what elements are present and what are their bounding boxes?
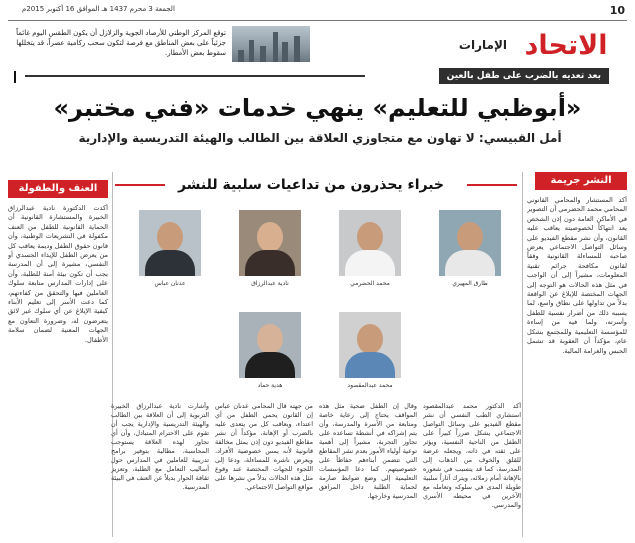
section-label: الإمارات <box>458 38 507 52</box>
photo-caption: عدنان عباس <box>154 280 186 287</box>
column-divider <box>522 172 523 537</box>
photo-caption: طارق المهيري <box>452 280 488 287</box>
story-body <box>111 402 521 537</box>
story-column: وقال إن الطفل ضحية مثل هذه المواقف يحتاج إلى رعاية خاصة ومتابعة من الأسرة والمدرسة، وأن يتم إشراكه في أنشطة تساعده على تجاوز التجربة، مشيراً إلى أهمية توعية أولياء الأمور بعدم نشر المقاطع التي تتضمن أبناءهم حفاظاً على خصوصيتهم. كما دعا المؤسسات التعليمية إلى وضع ضوابط صارمة لحماية الطلبة داخل المرافق المدرسية وخارجها. <box>319 402 417 500</box>
portrait-photo <box>339 312 401 378</box>
title-rule <box>467 184 517 186</box>
title-rule <box>115 184 165 186</box>
portrait-photo <box>139 210 201 276</box>
portrait-photo <box>239 312 301 378</box>
story-title-bar <box>111 174 521 196</box>
newspaper-logo: الاتحاد <box>524 30 608 61</box>
expert-photos <box>111 200 521 400</box>
portrait-photo <box>239 210 301 276</box>
weather-teaser <box>10 26 310 64</box>
photo-caption: هدية حماد <box>257 382 283 389</box>
photo-caption: نادية عبدالرزاق <box>251 280 289 287</box>
sidebar-right-body: أكد المستشار والمحامي القانوني المحامي محمد الحضرمي أن التصوير في الأماكن العامة دون إذن الشخص يعد انتهاكاً لخصوصيته يعاقب عليه القانون، وأن نشر مقطع الفيديو على وسائل التواصل الاجتماعي يعرض صاحبه للمساءلة القانونية وفقاً لقانون مكافحة جرائم تقنية المعلومات، مشيراً إلى أن الواجب في مثل هذه الحالات هو التوجه إلى الجهات المختصة للإبلاغ عن الواقعة بدلاً من تداولها على نطاق واسع، لما يسببه ذلك من أضرار نفسية للطفل وأسرته، ولما فيه من إساءة للمؤسسة التعليمية وللمجتمع بشكل عام، مؤكداً أن العقوبة قد تشمل الحبس والغرامة المالية. <box>527 196 627 355</box>
page-number: 10 <box>609 4 625 17</box>
page-header-strip <box>8 4 627 20</box>
issue-date: الجمعة 3 محرم 1437 هـ الموافق 16 أكتوبر 2015م <box>22 5 175 13</box>
story-column: وأشارت نادية عبدالرزاق الخبيرة التربوية إلى أن العلاقة بين الطالب والهيئة التدريسية والإدارية يجب أن تقوم على الاحترام المتبادل، وأن أي تجاوز لهذه العلاقة يستوجب المحاسبة، مطالبة بتوفير برامج تدريبية للعاملين في المدارس حول أساليب التعامل مع الطلبة، وتعزيز ثقافة الحوار بديلاً عن العنف في البيئة المدرسية. <box>111 402 209 491</box>
text-cursor <box>14 71 16 83</box>
sidebar-right <box>527 172 627 537</box>
story-title: خبراء يحذرون من تداعيات سلبية للنشر <box>177 177 445 193</box>
sidebar-left-body: أكدت الدكتورة نادية عبدالرزاق الخبيرة والمستشارة القانونية أن الحماية القانونية للطفل من العنف مكفولة في التشريعات الوطنية، وأن قانون حقوق الطفل وديمة يعاقب كل من يعرض الطفل للإيذاء الجسدي أو النفسي، مشيرة إلى أن المدرسة يجب أن تكون بيئة آمنة للطلبة، وأن على إدارات المدارس متابعة سلوك العاملين فيها والتحقق من كفاءتهم، كما دعت الأسر إلى تعليم الأبناء كيفية الإبلاغ عن أي سلوك غير لائق يتعرضون له، وضرورة التعاون مع الجهات المعنية لضمان سلامة الأطفال. <box>8 204 108 344</box>
story-kicker: بعد تعديه بالضرب على طفل بالعين <box>439 68 609 84</box>
weather-text: توقع المركز الوطني للأرصاد الجوية والزلازل أن يكون الطقس اليوم غائماً جزئياً على بعض المناطق مع فرصة لتكون سحب ركامية عصراً، قد يتخللها سقوط بعض الأمطار. <box>16 29 226 57</box>
sidebar-left <box>8 180 108 535</box>
header-rule <box>8 20 627 21</box>
photo-caption: محمد الحضرمي <box>350 280 390 287</box>
kicker-rule <box>25 75 365 77</box>
sidebar-left-tag: العنف والطفولة <box>8 180 108 198</box>
sidebar-right-tag: النشر جريمة <box>535 172 627 190</box>
story-column: من جهته قال المحامي عدنان عباس إن القانون يحمي الطفل من أي اعتداء، ويعاقب كل من يتعدى عليه بالضرب أو الإهانة، مؤكداً أن نشر مقاطع الفيديو دون إذن يمثل مخالفة قانونية لأنه يمس خصوصية الأفراد، ويعرض ناشره للمساءلة، ودعا إلى اللجوء للجهات المختصة عند وقوع مثل هذه الحالات بدلاً من نشرها على مواقع التواصل الاجتماعي. <box>215 402 313 491</box>
weather-photo <box>232 26 310 62</box>
portrait-photo <box>339 210 401 276</box>
story-column: أكد الدكتور محمد عبدالمقصود استشاري الطب النفسي أن نشر مقطع الفيديو على وسائل التواصل الاجتماعي يشكل ضرراً كبيراً على الطفل من الناحية النفسية، ويؤثر على ثقته في ذاته، ويجعله عرضة للقلق والخوف من الذهاب إلى المدرسة، كما قد يتسبب في شعوره بالإهانة أمام زملائه، ويترك آثاراً سلبية طويلة المدى في سلوكه وتعامله مع الآخرين في محيطه الأسري والمدرسي. <box>423 402 521 509</box>
main-headline: «أبوظبي للتعليم» ينهي خدمات «فني مختبر» <box>53 94 582 122</box>
photo-caption: محمد عبدالمقصود <box>347 382 393 389</box>
sub-headline: أمل القبيسي: لا تهاون مع متجاوزي العلاقة بين الطالب والهيئة التدريسية والإدارية <box>78 131 562 145</box>
portrait-photo <box>439 210 501 276</box>
